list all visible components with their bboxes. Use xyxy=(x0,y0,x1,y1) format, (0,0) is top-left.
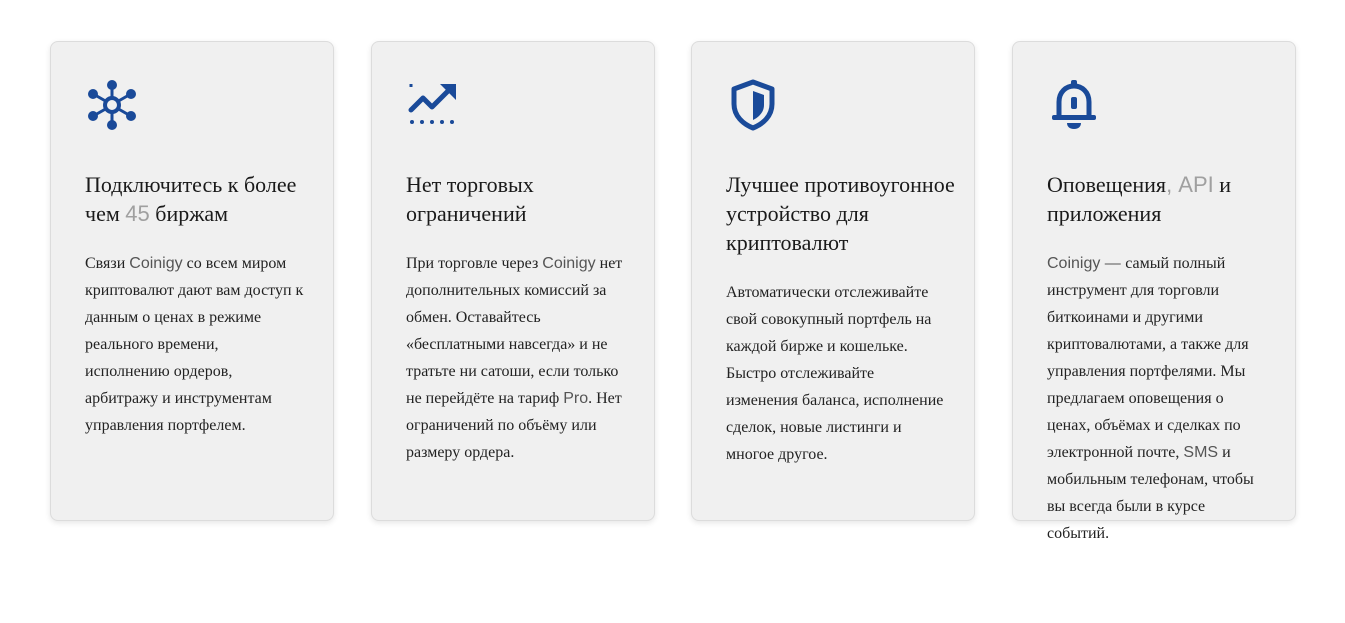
feature-card-security xyxy=(691,41,975,521)
card-title: Подключитесь к более чем 45 биржам xyxy=(85,172,297,226)
bell-icon xyxy=(1047,78,1101,132)
card-description: Связи Coinigy со всем миром криптовалют дают вам доступ к данным о ценах в режиме реального времени, исполнению ордеров, арбитражу и инструментам управления портфелем. xyxy=(85,255,304,434)
features-section xyxy=(50,41,1298,542)
card-title: Лучшее противоугонное устройство для криптовалют xyxy=(726,172,955,255)
feature-card-alerts xyxy=(1012,41,1296,542)
card-description: Автоматически отслеживайте свой совокупный портфель на каждой бирже и кошельке. Быстро отслеживайте изменения баланса, исполнение сделок, новые листинги и многое другое. xyxy=(726,284,944,463)
card-title: Оповещения, API и приложения xyxy=(1047,172,1232,226)
network-hub-icon xyxy=(85,78,139,132)
card-description: Coinigy — самый полный инструмент для торговли биткоинами и другими криптовалютами, а также для управления портфелями. Мы предлагаем оповещения о ценах, объёмах и сделках по электронной почте, SMS и мобильным телефонам, чтобы вы всегда были в курсе событий. xyxy=(1047,255,1254,542)
shield-icon xyxy=(726,78,780,132)
trending-up-chart-icon xyxy=(406,78,460,132)
card-title: Нет торговых ограничений xyxy=(406,172,534,226)
feature-card-exchanges xyxy=(50,41,334,521)
feature-card-no-limits xyxy=(371,41,655,521)
card-description: При торговле через Coinigy нет дополнительных комиссий за обмен. Оставайтесь «бесплатными навсегда» и не тратьте ни сатоши, если только не перейдёте на тариф Pro. Нет ограничений по объёму или размеру ордера. xyxy=(406,255,623,461)
